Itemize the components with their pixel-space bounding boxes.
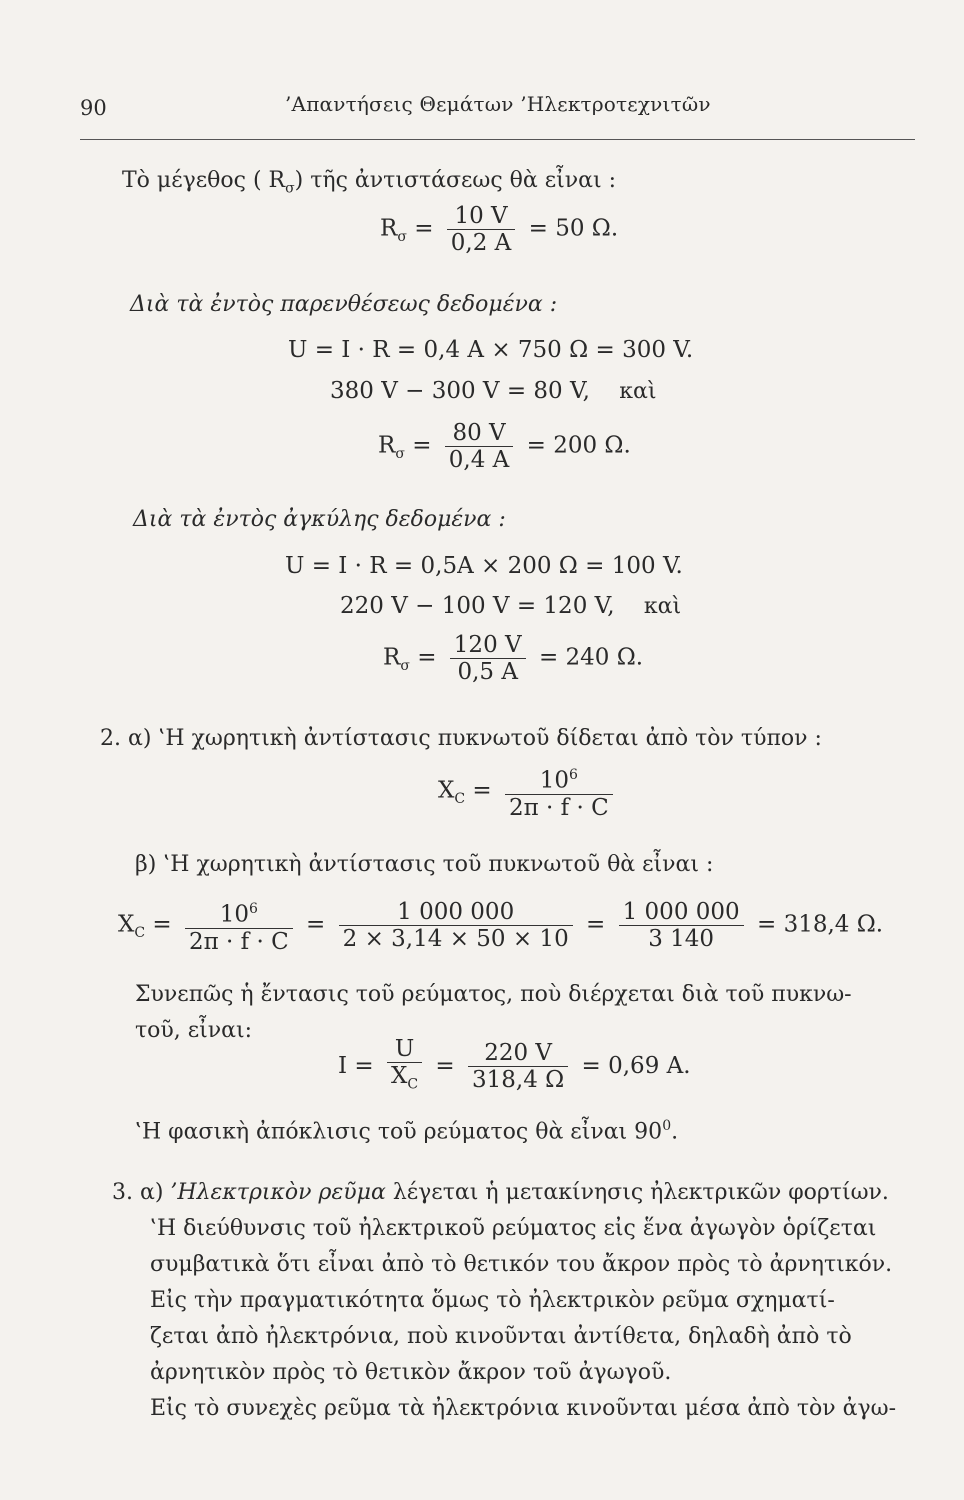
current-intro-line-1: Συνεπῶς ἡ ἔντασις τοῦ ρεύματος, ποὺ διέρχεται διὰ τοῦ πυκνω- [135, 982, 852, 1007]
eq9-f1-num-exp: 6 [249, 901, 258, 917]
equation-ohm-2: U = I · R = 0,5A × 200 Ω = 100 V. [285, 553, 683, 579]
eq1-lhs: R [380, 215, 398, 242]
eq8-fraction [505, 762, 613, 821]
eq6-expr: 220 V − 100 V = 120 V, [340, 593, 615, 619]
eq4-denominator: 0,4 A [448, 447, 510, 473]
eq6-and: καὶ [643, 594, 682, 619]
current-intro-line-2: τοῦ, εἶναι: [135, 1018, 253, 1043]
eq9-lhs-sub: C [134, 924, 146, 941]
item3-term: ’Ηλεκτρικὸν ρεῦμα [170, 1180, 386, 1205]
eq10-fraction-1 [387, 1036, 422, 1098]
running-head: ’Απαντήσεις Θεμάτων ’Ηλεκτροτεχνιτῶν [285, 92, 711, 116]
eq9-fraction-1 [185, 896, 293, 955]
eq10-fraction-2 [468, 1040, 568, 1093]
item-3-line-5: ζεται ἀπὸ ἠλεκτρόνια, ποὺ κινοῦνται ἀντίθετα, δηλαδὴ ἀπὸ τὸ [150, 1324, 852, 1349]
eq7-lhs: R [383, 644, 401, 671]
item-3-line-6: ἀρνητικὸν πρὸς τὸ θετικὸν ἄκρον τοῦ ἀγωγοῦ. [150, 1360, 672, 1385]
eq8-num-exp: 6 [569, 767, 578, 783]
intro-line [122, 168, 616, 196]
phase-degree: 0 [662, 1118, 672, 1134]
eq10-f1-numerator: U [387, 1036, 422, 1063]
eq8-num-base: 10 [539, 767, 570, 794]
page-number: 90 [80, 96, 107, 120]
eq1-fraction [447, 203, 516, 256]
item3-definition: λέγεται ἡ μετακίνησις ἠλεκτρικῶν φορτίων. [385, 1180, 889, 1205]
intro-text-b: ) τῆς ἀντιστάσεως θὰ εἶναι : [294, 168, 617, 193]
eq8-lhs: X [438, 777, 455, 804]
item-3-line-4: Εἰς τὴν πραγματικότητα ὅμως τὸ ἠλεκτρικὸν ρεῦμα σχηματί- [150, 1288, 835, 1313]
eq8-lhs-sub: C [454, 790, 466, 807]
eq10-f1-den-sub: C [407, 1076, 419, 1093]
phase-period: . [671, 1119, 679, 1145]
eq9-lhs: X [118, 911, 135, 938]
equation-xc-formula: $X_C$ = $\frac{10^6}{2\pi \cdot f \cdot C}$ [438, 762, 619, 821]
equation-diff-2 [340, 593, 681, 619]
eq9-result: = 318,4 Ω. [756, 911, 884, 938]
eq4-fraction [445, 420, 514, 473]
eq9-f1-denominator: 2π · f · C [189, 928, 289, 955]
eq9-fraction-3 [619, 899, 744, 952]
eq7-result: = 240 Ω. [538, 644, 644, 671]
eq3-and: καὶ [619, 379, 657, 404]
heading-brackets: Διὰ τὰ ἐντὸς ἀγκύλης δεδομένα : [133, 507, 506, 532]
eq9-f1-numerator [185, 896, 293, 929]
equation-r-sigma-1: $R_\sigma$ = $\frac{10 V}{0,2 A}$ = 50 Ω. [380, 203, 619, 256]
item-2a: 2. α) ‛Η χωρητικὴ ἀντίστασις πυκνωτοῦ δίδεται ἀπὸ τὸν τύπον : [100, 726, 822, 751]
item-3-line-7: Εἰς τὸ συνεχὲς ρεῦμα τὰ ἠλεκτρόνια κινοῦνται μέσα ἀπὸ τὸν ἀγω- [150, 1396, 897, 1421]
equation-current: I = $\frac{U}{X_C}$ = $\frac{220 V}{318,4 \Omega}$ = 0,69 A. [338, 1036, 691, 1098]
eq9-f2-numerator: 1 000 000 [339, 899, 573, 926]
eq8-numerator [505, 762, 613, 795]
eq1-lhs-sub: σ [397, 229, 407, 246]
intro-text-a: Τὸ μέγεθος ( R [122, 168, 286, 193]
heading-parentheses: Διὰ τὰ ἐντὸς παρενθέσεως δεδομένα : [130, 292, 558, 317]
eq9-f2-denominator: 2 × 3,14 × 50 × 10 [342, 925, 569, 952]
equation-ohm-1: U = I · R = 0,4 A × 750 Ω = 300 V. [288, 337, 694, 363]
eq4-result: = 200 Ω. [526, 432, 631, 459]
equation-r-sigma-3: $R_\sigma$ = $\frac{120 V}{0,5 A}$ = 240 Ω. [383, 632, 644, 685]
eq4-lhs: R [378, 432, 396, 459]
eq9-f3-denominator: 3 140 [648, 925, 715, 952]
item3-number: 3. α) [112, 1180, 171, 1205]
phase-text: ‛Η φασικὴ ἀπόκλισις τοῦ ρεύματος θὰ εἶναι 90 [135, 1119, 663, 1145]
eq8-denominator: 2π · f · C [509, 794, 609, 821]
eq7-fraction [450, 632, 526, 685]
page-header [80, 92, 920, 122]
eq10-f2-denominator: 318,4 Ω [471, 1067, 565, 1094]
eq10-f1-denominator [387, 1063, 422, 1098]
eq10-result: = 0,69 A. [581, 1052, 691, 1079]
eq9-f3-numerator: 1 000 000 [619, 899, 744, 926]
eq1-result: = 50 Ω. [528, 215, 619, 242]
item-2b: β) ‛Η χωρητικὴ ἀντίστασις τοῦ πυκνωτοῦ θὰ εἶναι : [135, 852, 714, 877]
header-rule [80, 139, 915, 140]
eq4-lhs-sub: σ [395, 446, 405, 463]
equation-r-sigma-2: $R_\sigma$ = $\frac{80 V}{0,4 A}$ = 200 Ω. [378, 420, 631, 473]
item-3-line-2: ‛Η διεύθυνσις τοῦ ἠλεκτρικοῦ ρεύματος εἰς ἕνα ἀγωγὸν ὁρίζεται [150, 1216, 877, 1241]
eq9-fraction-2 [339, 899, 573, 952]
intro-subscript: σ [285, 180, 295, 197]
eq9-f1-num-base: 10 [219, 901, 250, 928]
item-3a [112, 1180, 889, 1205]
item-3-line-3: συμβατικὰ ὅτι εἶναι ἀπὸ τὸ θετικόν του ἄκρον πρὸς τὸ ἀρνητικόν. [150, 1252, 893, 1277]
phase-line [135, 1118, 678, 1144]
eq4-numerator: 80 V [445, 420, 514, 447]
eq3-expr: 380 V − 300 V = 80 V, [330, 378, 590, 404]
equation-xc-value: $X_C$ = $\frac{10^6}{2\pi \cdot f \cdot C}$ = $\frac{1 000 000}{2 \times 3,14 \times 50 \times 10}$ = $\frac{1 000 000}{3 140}$ = 318,4 Ω. [118, 896, 883, 955]
eq7-lhs-sub: σ [400, 658, 410, 675]
eq1-numerator: 10 V [447, 203, 516, 230]
eq7-denominator: 0,5 A [457, 659, 518, 685]
eq10-f1-den-base: X [390, 1063, 408, 1089]
eq1-denominator: 0,2 A [450, 230, 512, 256]
eq10-lhs: I = [338, 1052, 374, 1079]
eq10-f2-numerator: 220 V [468, 1040, 568, 1067]
equation-diff-1 [330, 378, 656, 404]
eq7-numerator: 120 V [450, 632, 526, 659]
